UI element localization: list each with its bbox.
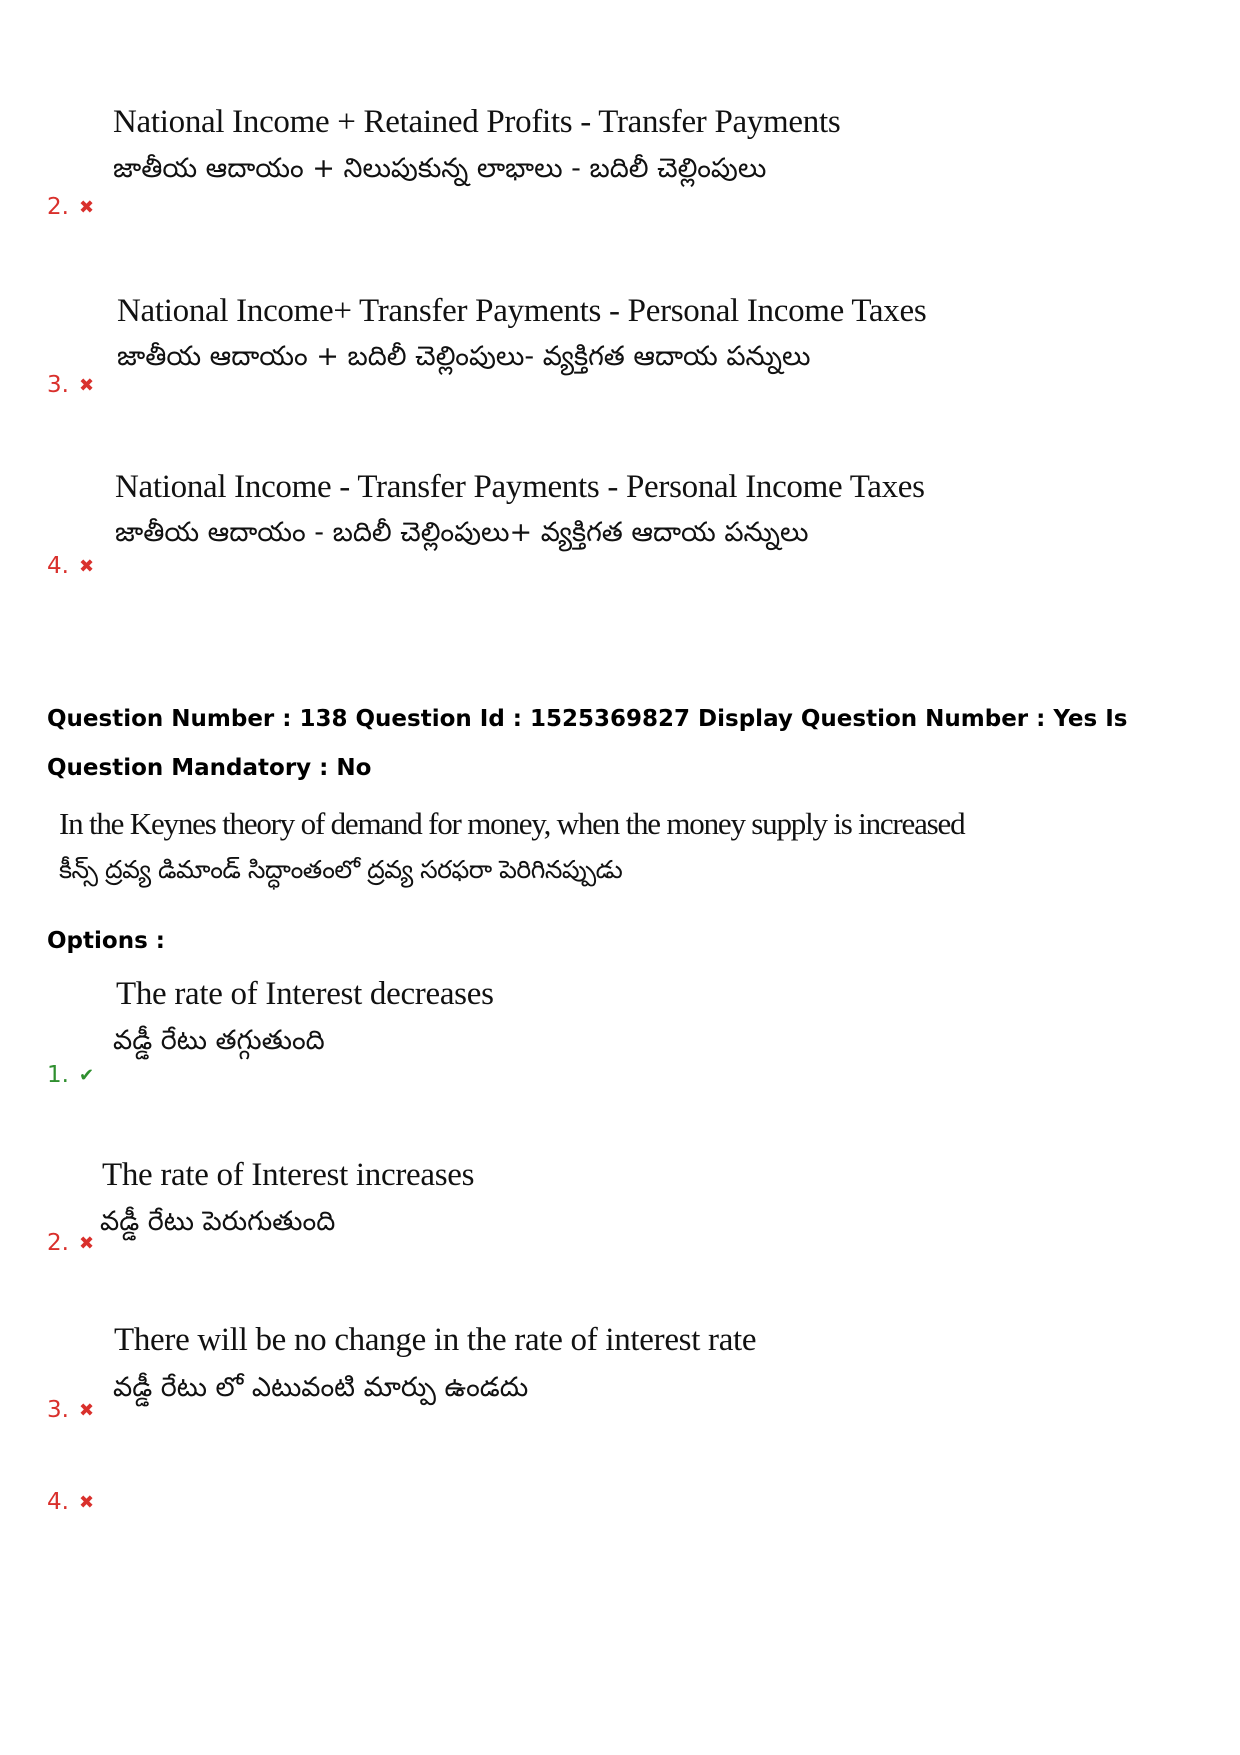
question-header: Question Number : 138 Question Id : 1525369827 Display Question Number : Yes Is Question Mandatory : No (47, 706, 1128, 781)
option-number-text: 4. (47, 1489, 69, 1515)
option-1-english: The rate of Interest decreases (116, 976, 494, 1012)
option-3-telugu: వడ్డీ రేటు లో ఎటువంటి మార్పు ఉండదు (113, 1372, 529, 1403)
prev-option-3-number (47, 372, 94, 398)
prev-option-3-english: National Income+ Transfer Payments - Personal Income Taxes (117, 293, 927, 329)
question-telugu: కీన్స్ ద్రవ్య డిమాండ్ సిద్ధాంతంలో ద్రవ్య సరఫరా పెరిగినప్పుడు (59, 855, 623, 884)
option-2-english: The rate of Interest increases (102, 1157, 475, 1193)
options-label: Options : (47, 928, 165, 954)
prev-option-3-telugu: జాతీయ ఆదాయం + బదిలీ చెల్లింపులు- వ్యక్తిగత ఆదాయ పన్నులు (117, 341, 811, 372)
wrong-mark-icon: ✖ (78, 374, 95, 396)
option-number-text: 3. (47, 1397, 69, 1423)
correct-mark-icon: ✔ (78, 1064, 95, 1086)
option-number-text: 3. (47, 372, 69, 398)
wrong-mark-icon: ✖ (78, 1232, 95, 1254)
prev-option-4-telugu: జాతీయ ఆదాయం - బదిలీ చెల్లింపులు+ వ్యక్తిగత ఆదాయ పన్నులు (115, 517, 809, 548)
wrong-mark-icon: ✖ (78, 1491, 95, 1513)
option-number-text: 2. (47, 194, 69, 220)
wrong-mark-icon: ✖ (78, 1399, 95, 1421)
option-number-text: 2. (47, 1230, 69, 1256)
option-3-number (47, 1397, 94, 1423)
prev-option-2-english: National Income + Retained Profits - Transfer Payments (113, 104, 841, 140)
prev-option-4-number (47, 553, 94, 579)
option-2-telugu: వడ్డీ రేటు పెరుగుతుంది (100, 1206, 336, 1237)
option-2-number (47, 1230, 94, 1256)
option-4-number (47, 1489, 94, 1515)
prev-option-4-english: National Income - Transfer Payments - Personal Income Taxes (115, 469, 925, 505)
option-number-text: 1. (47, 1062, 69, 1088)
question-english: In the Keynes theory of demand for money, when the money supply is increased (59, 806, 965, 841)
prev-option-2-number (47, 194, 94, 220)
wrong-mark-icon: ✖ (78, 555, 95, 577)
option-number-text: 4. (47, 553, 69, 579)
wrong-mark-icon: ✖ (78, 196, 95, 218)
prev-option-2-telugu: జాతీయ ఆదాయం + నిలుపుకున్న లాభాలు - బదిలీ చెల్లింపులు (113, 153, 767, 184)
option-1-telugu: వడ్డీ రేటు తగ్గుతుంది (113, 1025, 325, 1056)
option-3-english: There will be no change in the rate of interest rate (114, 1322, 757, 1358)
option-1-number (47, 1062, 94, 1088)
